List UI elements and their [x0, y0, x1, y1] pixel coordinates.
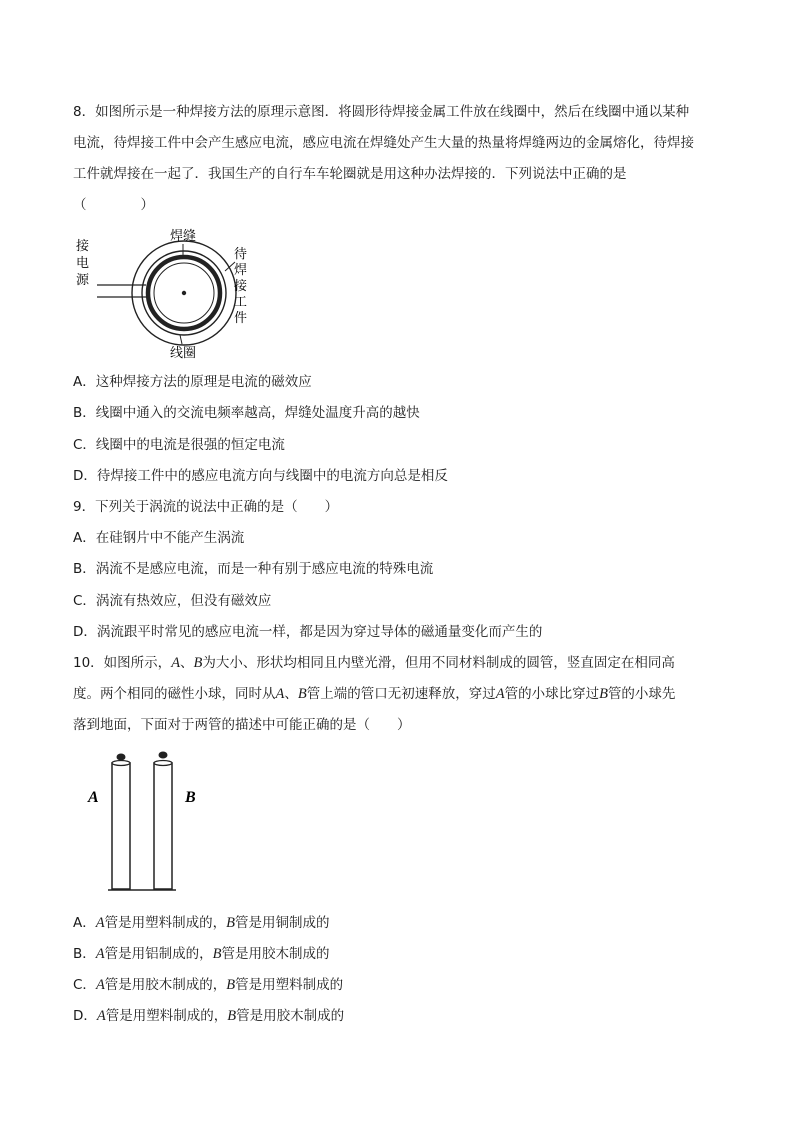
option-letter: A．: [73, 915, 96, 931]
option-tube-b: B: [227, 1008, 237, 1024]
q10-stem-line-2: [73, 685, 675, 703]
power-label-1: 接: [76, 239, 90, 254]
q10-letter-b: B: [193, 655, 203, 671]
power-label-3: 源: [76, 273, 90, 288]
q8-option-b: B．线圈中通入的交流电频率越高，焊缝处温度升高的越快: [73, 405, 420, 421]
workpiece-label-5: 件: [234, 311, 248, 326]
center-dot: [182, 291, 186, 295]
q8-option-c: C．线圈中的电流是很强的恒定电流: [73, 437, 285, 453]
option-tube-b: B: [226, 915, 235, 931]
option-a-text: 管是用铝制成的，: [104, 946, 213, 962]
workpiece-label-1: 待: [234, 247, 248, 262]
option-b-text: 管是用铜制成的: [234, 915, 330, 931]
option-tube-a: A: [95, 915, 105, 931]
option-a-text: 管是用胶木制成的，: [104, 977, 227, 993]
option-b-text: 管是用胶木制成的: [221, 946, 330, 962]
option-tube-a: A: [95, 977, 105, 993]
tube-a: [112, 763, 130, 889]
weld-seam-label: 焊缝: [170, 229, 197, 244]
q10-line2-letter-a2: A: [495, 686, 505, 702]
tube-b-mouth: [154, 761, 172, 766]
q10-line2-c: 管的小球比穿过: [504, 686, 600, 702]
welding-diagram: [70, 222, 260, 364]
option-letter: B．: [73, 946, 96, 962]
q10-stem-line-1: [73, 654, 675, 672]
tubes-diagram: [78, 748, 208, 896]
q8-answer-paren: （ ）: [73, 197, 154, 213]
q8-stem-line-2: 电流，待焊接工件中会产生感应电流，感应电流在焊缝处产生大量的热量将焊缝两边的金属熔化，待焊接: [73, 135, 694, 151]
q10-option-b: [73, 945, 329, 963]
workpiece-label-2: 焊: [234, 263, 248, 278]
option-letter: C．: [73, 977, 96, 993]
magnet-ball-b: [159, 752, 168, 759]
option-a-text: 管是用塑料制成的，: [104, 915, 227, 931]
coil-label: 线圈: [170, 346, 197, 361]
q10-prefix: 10．如图所示，: [73, 655, 172, 671]
tube-a-mouth: [112, 761, 130, 766]
q10-sep: 、: [180, 655, 194, 671]
option-tube-b: B: [226, 977, 236, 993]
coil-leader-line: [180, 335, 182, 344]
q8-stem-line-3: 工件就焊接在一起了．我国生产的自行车车轮圈就是用这种办法焊接的．下列说法中正确的是: [73, 166, 627, 182]
q10-line2-letter-b2: B: [599, 686, 608, 702]
q9-stem: 9．下列关于涡流的说法中正确的是（ ）: [73, 499, 339, 515]
q9-option-a: A．在硅钢片中不能产生涡流: [73, 530, 245, 546]
option-tube-b: B: [212, 946, 222, 962]
tube-a-label: A: [88, 789, 99, 806]
option-a-text: 管是用塑料制成的，: [105, 1008, 228, 1024]
q10-line2-b: 管上端的管口无初速释放，穿过: [306, 686, 496, 702]
power-label-2: 电: [76, 256, 90, 271]
q10-line2-letter-b: B: [297, 686, 307, 702]
tube-b-label: B: [185, 789, 196, 806]
q10-letter-a: A: [171, 655, 181, 671]
option-tube-a: A: [96, 1008, 106, 1024]
option-b-text: 管是用塑料制成的: [235, 977, 344, 993]
magnet-ball-a: [117, 754, 126, 761]
q10-line2-a: 度。两个相同的磁性小球，同时从: [73, 686, 276, 702]
workpiece-label-4: 工: [234, 295, 248, 310]
q10-line1-suffix: 为大小、形状均相同且内壁光滑，但用不同材料制成的圆管，竖直固定在相同高: [202, 655, 675, 671]
q10-line2-letter-a: A: [275, 686, 285, 702]
q10-stem-line-3: 落到地面，下面对于两管的描述中可能正确的是（ ）: [73, 717, 411, 733]
option-tube-a: A: [95, 946, 105, 962]
q8-option-d: D．待焊接工件中的感应电流方向与线圈中的电流方向总是相反: [73, 468, 448, 484]
q10-option-d: [73, 1007, 344, 1025]
option-b-text: 管是用胶木制成的: [236, 1008, 345, 1024]
q10-line2-sep: 、: [284, 686, 298, 702]
q10-line2-d: 管的小球先: [607, 686, 676, 702]
option-letter: D．: [73, 1008, 97, 1024]
q10-option-c: [73, 976, 343, 994]
q8-stem-line-1: 8．如图所示是一种焊接方法的原理示意图．将圆形待焊接金属工件放在线圈中，然后在线圈中通以某种: [73, 104, 690, 120]
tube-b: [154, 763, 172, 889]
q8-option-a: A．这种焊接方法的原理是电流的磁效应: [73, 374, 312, 390]
q10-option-a: [73, 914, 329, 932]
q9-option-d: D．涡流跟平时常见的感应电流一样，都是因为穿过导体的磁通量变化而产生的: [73, 624, 543, 640]
workpiece-label-3: 接: [234, 279, 248, 294]
q9-option-b: B．涡流不是感应电流，而是一种有别于感应电流的特殊电流: [73, 561, 434, 577]
q9-option-c: C．涡流有热效应，但没有磁效应: [73, 593, 272, 609]
